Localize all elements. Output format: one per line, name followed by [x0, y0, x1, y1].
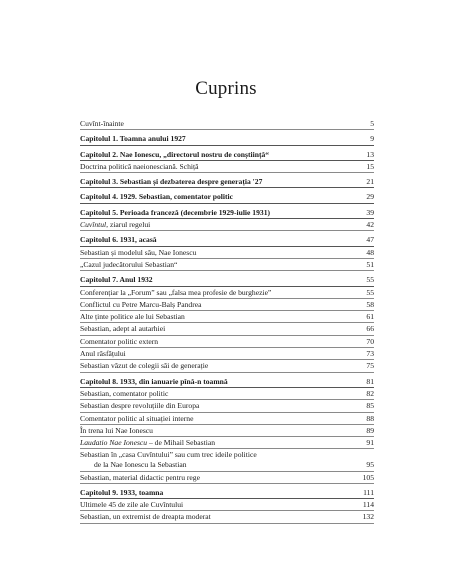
toc-entry-title — [80, 377, 356, 387]
toc-entry-title — [80, 220, 356, 230]
toc-chapter-entry — [80, 133, 374, 145]
toc-entry-title-italic: Cuvîntul — [80, 220, 107, 230]
toc-chapter-entry — [80, 149, 374, 161]
toc-entry-title — [80, 401, 356, 411]
toc-entry-page-number: 66 — [366, 324, 374, 334]
toc-entry-title-text: Sebastian, adept al autarhiei — [80, 324, 166, 334]
toc-entry — [80, 299, 374, 311]
toc-entry — [80, 219, 374, 231]
toc-entry — [80, 348, 374, 360]
toc-entry — [80, 400, 374, 412]
toc-entry-title-text: Sebastian, un extremist de dreapta moderat — [80, 512, 211, 522]
toc-entry-title-text: Capitolul 9. 1933, toamna — [80, 487, 164, 497]
toc-entry-title-text: Sebastian, material didactic pentru rege — [80, 472, 200, 482]
toc-entry — [80, 311, 374, 323]
toc-entry-page-number: 39 — [366, 207, 374, 217]
toc-entry-page-number: 105 — [362, 472, 374, 482]
toc-entry-page-number: 70 — [366, 336, 374, 346]
toc-entry-title — [80, 361, 356, 371]
toc-entry-page-number: 48 — [366, 247, 374, 257]
toc-entry-page-number: 47 — [366, 235, 374, 245]
toc-entry — [80, 388, 374, 400]
toc-entry-title — [80, 248, 356, 258]
toc-entry-title-text: Comentator politic al situației interne — [80, 413, 194, 423]
toc-entry-page-number: 114 — [362, 500, 374, 510]
toc-entry-title — [80, 162, 356, 172]
toc-entry — [80, 287, 374, 299]
toc-chapter-entry — [80, 234, 374, 246]
toc-chapter-entry — [80, 176, 374, 188]
toc-entry-page-number: 51 — [366, 259, 374, 269]
toc-chapter-entry — [80, 376, 374, 388]
toc-entry-title-text: Capitolul 4. 1929. Sebastian, comentator politic — [80, 192, 234, 202]
toc-entry-title — [80, 312, 356, 322]
toc-entry-title-text: Anul răsfățului — [80, 349, 126, 359]
toc-entry-title — [80, 426, 356, 436]
toc-entry-title-text: Capitolul 3. Sebastian și dezbaterea despre generația '27 — [80, 177, 263, 187]
toc-entry-title — [80, 192, 356, 202]
toc-entry-title — [80, 512, 356, 522]
toc-entry-title-line2: de la Nae Ionescu la Sebastian — [94, 460, 187, 470]
toc-entry-page-number: 73 — [366, 349, 374, 359]
toc-entry-title — [80, 177, 356, 187]
toc-entry-page-number: 89 — [366, 425, 374, 435]
toc-entry-title — [80, 288, 356, 298]
toc-entry-title-italic: Laudatio Nae Ionescu — [80, 438, 148, 448]
toc-entry-title-text: Ultimele 45 de zile ale Cuvîntului — [80, 500, 184, 510]
toc-entry — [80, 118, 374, 130]
toc-entry-page-number: 58 — [366, 299, 374, 309]
toc-entry-page-number: 85 — [366, 401, 374, 411]
toc-entry-title — [80, 134, 356, 144]
toc-entry-page-number: 75 — [366, 361, 374, 371]
toc-entry-title-text: Conflictul cu Petre Marcu-Balș Pandrea — [80, 299, 202, 309]
toc-entry-page-number: 21 — [366, 177, 374, 187]
toc-entry-page-number: 5 — [370, 119, 374, 128]
toc-entry-title — [80, 208, 356, 218]
toc-entry — [80, 360, 374, 372]
toc-entry-title-text: Capitolul 8. 1933, din ianuarie pînă-n toamnă — [80, 376, 228, 386]
toc-entry-title — [80, 324, 356, 334]
toc-entry-title — [80, 337, 356, 347]
toc-entry-title-text: Capitolul 7. Anul 1932 — [80, 275, 153, 285]
toc-entry-title — [80, 300, 356, 310]
toc-entry-title-text: Sebastian văzut de colegii săi de generație — [80, 361, 209, 371]
toc-entry-title-text: Sebastian în „casa Cuvîntului” sau cum trec ideile politice — [80, 450, 257, 460]
toc-entry-title — [80, 500, 356, 510]
toc-entry-page-number: 111 — [363, 487, 374, 497]
toc-entry-title — [80, 473, 356, 483]
toc-chapter-entry — [80, 487, 374, 499]
toc-entry — [80, 323, 374, 335]
toc-entry-title — [80, 349, 356, 359]
toc-entry-title — [80, 260, 356, 270]
toc-entry — [80, 336, 374, 348]
toc-entry-page-number: 42 — [366, 220, 374, 230]
toc-entry-title-text: Capitolul 2. Nae Ionescu, „directorul nostru de conștiință“ — [80, 149, 270, 159]
toc-entry-title-text: Alte ținte politice ale lui Sebastian — [80, 312, 185, 322]
toc-entry-page-number: 9 — [370, 134, 374, 144]
toc-entry-title-text: Capitolul 5. Perioada franceză (decembrie 1929-iulie 1931) — [80, 207, 271, 217]
toc-entry-page-number: 29 — [366, 192, 374, 202]
toc-entry-title — [80, 275, 356, 285]
toc-entry-title-text: Doctrina politică naeionesciană. Schiță — [80, 161, 199, 171]
toc-entry-title-text: Cuvînt-înainte — [80, 119, 124, 128]
toc-entry — [80, 499, 374, 511]
toc-entry-title-text: Sebastian despre revoluțiile din Europa — [80, 401, 200, 411]
page-title: Cuprins — [195, 78, 257, 99]
toc-entry-title-text: , ziarul regelui — [106, 220, 151, 230]
toc-entry-title — [80, 150, 356, 160]
toc-entry — [80, 511, 374, 523]
toc-entry-title-text: Conferențiar la „Forum” sau „falsa mea profesie de burghezie” — [80, 287, 272, 297]
toc-entry-title-text: Sebastian, comentator politic — [80, 388, 169, 398]
toc-entry-page-number: 55 — [366, 275, 374, 285]
toc-entry-page-number: 132 — [362, 512, 374, 522]
toc-entry-title — [80, 488, 356, 498]
toc-entry-page-number: 15 — [366, 161, 374, 171]
toc-entry — [80, 425, 374, 437]
toc-entry-page-number: 88 — [366, 413, 374, 423]
toc-entry-page-number: 61 — [366, 312, 374, 322]
toc-entry — [80, 449, 374, 471]
toc-entry-title-text: „Cazul judecătorului Sebastian“ — [80, 259, 178, 269]
toc-entry — [80, 259, 374, 271]
toc-entry-title — [80, 450, 356, 470]
toc-entry — [80, 161, 374, 173]
toc-entry-title-text: Capitolul 1. Toamna anului 1927 — [80, 134, 186, 144]
toc-entry-title-text: În trena lui Nae Ionescu — [80, 425, 153, 435]
toc-entry — [80, 413, 374, 425]
toc-entry-title-text: Sebastian și modelul său, Nae Ionescu — [80, 247, 197, 257]
toc-chapter-entry — [80, 191, 374, 203]
toc-entry-title-text: Comentator politic extern — [80, 336, 159, 346]
toc-entry-page-number: 95 — [366, 460, 374, 470]
toc-entry-title — [80, 438, 356, 448]
table-of-contents — [80, 118, 374, 524]
toc-entry-title — [80, 389, 356, 399]
toc-chapter-entry — [80, 274, 374, 286]
toc-entry-title — [80, 119, 356, 129]
toc-entry — [80, 437, 374, 449]
toc-entry-page-number: 82 — [366, 388, 374, 398]
toc-entry-title — [80, 414, 356, 424]
toc-entry-page-number: 13 — [366, 149, 374, 159]
toc-entry-page-number: 81 — [366, 376, 374, 386]
toc-entry-title — [80, 235, 356, 245]
toc-entry-page-number: 91 — [366, 438, 374, 448]
toc-entry — [80, 247, 374, 259]
toc-entry — [80, 472, 374, 484]
toc-entry-title-text: – de Mihail Sebastian — [147, 438, 215, 448]
toc-entry-page-number: 55 — [366, 287, 374, 297]
toc-chapter-entry — [80, 207, 374, 219]
toc-entry-title-text: Capitolul 6. 1931, acasă — [80, 235, 157, 245]
